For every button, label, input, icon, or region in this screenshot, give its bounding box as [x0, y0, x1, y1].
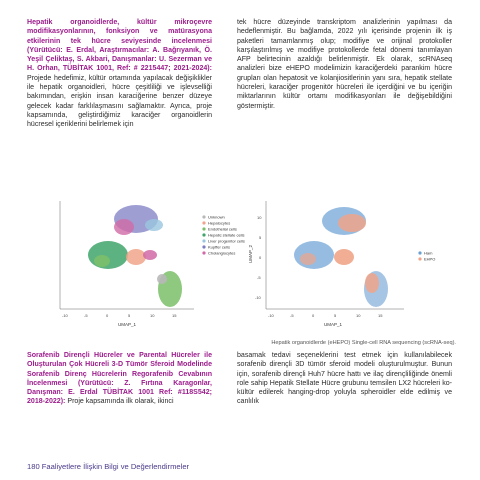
project-body-1: Projede hedefimiz, kültür ortamında yapılacak değişiklikler ile hepatik organoidleri, hücre çeşitliliği ve işlevselliği bakımından, erişkin insan karaciğerine benzer düzeye gelecek kadar farklılaşmasını sağlamaktır. Ayrıca, proje kapsamında, geliştirdiğimiz karaciğer organoidlerin hücresel içeriklerini belirlemek için: [27, 74, 212, 129]
x-tick-left-1: -5: [84, 313, 88, 318]
cluster-hepatic-stellate: [88, 241, 128, 269]
cluster-kupffer: [114, 205, 163, 235]
y-tick-0: 10: [257, 215, 262, 220]
x-tick-left-5: 15: [172, 313, 177, 318]
x-tick-left-0: -10: [62, 313, 68, 318]
project-heading-2: Sorafenib Dirençli Hücreler ve Parental Hücreler ile Oluşturulan Çok Hücreli 3-D Tümör Sferoid Modelinde Sorafenib Direnç Hücrelerin Regorafenib Cevabının İncelenmesi (Yürütücü: Z. Fırtına Karagonlar, Danışman: E. Erdal TÜBİTAK 1001 Ref: #118S542; 2018-2022):: [27, 352, 212, 406]
x-tick-right-0: -10: [268, 313, 274, 318]
legend-left-label-4: Liver progenitor cells: [208, 238, 245, 244]
legend-left-swatch-3: [202, 233, 205, 236]
y-tick-3: -5: [257, 275, 261, 280]
legend-left-label-2: Endothelial cells: [208, 226, 237, 232]
legend-left: [202, 215, 245, 256]
cluster-hepatocytes: [126, 249, 157, 265]
page-footer: 180 Faaliyetlere İlişkin Bilgi ve Değerlendirmeler: [27, 462, 190, 471]
legend-left-swatch-6: [202, 251, 205, 254]
legend-left-swatch-0: [202, 215, 205, 218]
right-column-top: [237, 18, 452, 111]
left-column-top: [27, 18, 212, 130]
y-axis-label: UMAP_2: [248, 244, 253, 263]
x-tick-right-2: 0: [312, 313, 315, 318]
legend-left-swatch-1: [202, 221, 205, 224]
cluster-unknown: [157, 271, 182, 307]
x-axis-label-left: UMAP_1: [118, 322, 137, 327]
legend-left-swatch-2: [202, 227, 205, 230]
legend-right: [418, 251, 435, 262]
right-column-bottom: [237, 351, 452, 407]
x-axis-label-right: UMAP_1: [324, 322, 343, 327]
legend-left-swatch-4: [202, 239, 205, 242]
legend-right-label-1: EHPO: [424, 256, 436, 262]
left-column-bottom: [27, 351, 212, 407]
legend-right-swatch-1: [418, 257, 421, 260]
legend-left-swatch-5: [202, 245, 205, 248]
figure-caption: Hepatik organoidlerde (eHEPO) Single-cell RNA sequencing (scRNA-seq).: [271, 340, 456, 346]
x-tick-right-5: 15: [378, 313, 383, 318]
page-top-margin: [0, 0, 480, 8]
x-tick-left-4: 10: [150, 313, 155, 318]
y-tick-4: -10: [255, 295, 261, 300]
legend-right-swatch-0: [418, 251, 421, 254]
x-tick-right-1: -5: [290, 313, 294, 318]
project-heading-1: Hepatik organoidlerde, kültür mikroçevre modifikasyonlarının, fonksiyon ve matürasyona etkilerinin tek hücre seviyesinde incelenmesi (Yürütücü: E. Erdal, Araştırmacılar: A. Bağrıyanık, Ö. Yeşil Çeliktaş, S. Akbari, Danışmanlar: U. Sezerman ve H. Orhan, TÜBİTAK 1001, Ref: # 2215447; 2021-2024):: [27, 19, 212, 73]
project-body-2-continued: basamak tedavi seçeneklerini test etmek için kullanılabilecek sorafenib dirençli 3D tümör sferoid modeli oluşturulmuştur. Bunun için, sorafenib dirençli Huh7 hücre hattı ve ilaç dirençliliğinde önemli role sahip Hepatik Stellate Hücre grubunu temsilen LX2 hücreleri ko-kültür edilerek hanging-drop yoluyla spheroidler elde edilmiş ve canlılık: [237, 352, 452, 406]
legend-left-label-5: Kupffer cells: [208, 244, 230, 250]
umap-figure: [54, 197, 464, 333]
y-tick-1: 5: [259, 235, 262, 240]
project-body-2: Proje kapsamında ilk olarak, ikinci: [65, 398, 174, 406]
legend-left-label-6: Cholangiocytes: [208, 250, 236, 256]
project-body-1-continued: tek hücre düzeyinde transkriptom analizlerinin yapılması da hedeflenmiştir. Bu bağlamda, 2022 yılı içerisinde projenin ilk iş paketleri tamamlanmış olup; modifiye ve orijinal protokoller karşılaştırılmış ve modifiye protokollerde fetal dönemi tanımlayan AFP belirtecinin azaldığı belirlenmiştir. Ek olarak, scRNAseq analizleri bize eHEPO modelimizin karaciğerdeki parankim hücre grupları olan hepatosit ve kolanjiositlerinin yanı sıra, hepatik stellate hücreleri, karaciğer progenitör hücreleri ile içerdiğini ve bu içeriğin miktarlarının kültür ortamı modifikasyonları ile değişebildiğini göstermiştir.: [237, 19, 452, 110]
x-tick-right-3: 5: [334, 313, 337, 318]
x-tick-right-4: 10: [356, 313, 361, 318]
x-tick-left-2: 0: [106, 313, 109, 318]
y-tick-2: 0: [259, 255, 262, 260]
umap-plot-right: [248, 201, 404, 327]
umap-plot-left: [60, 201, 194, 327]
legend-left-label-0: Unknown: [208, 214, 225, 220]
x-tick-left-3: 5: [128, 313, 131, 318]
legend-left-label-1: Hepatocytes: [208, 220, 231, 226]
legend-left-label-3: Hepatic stellate cells: [208, 232, 245, 238]
legend-right-label-0: Ham: [424, 250, 433, 256]
